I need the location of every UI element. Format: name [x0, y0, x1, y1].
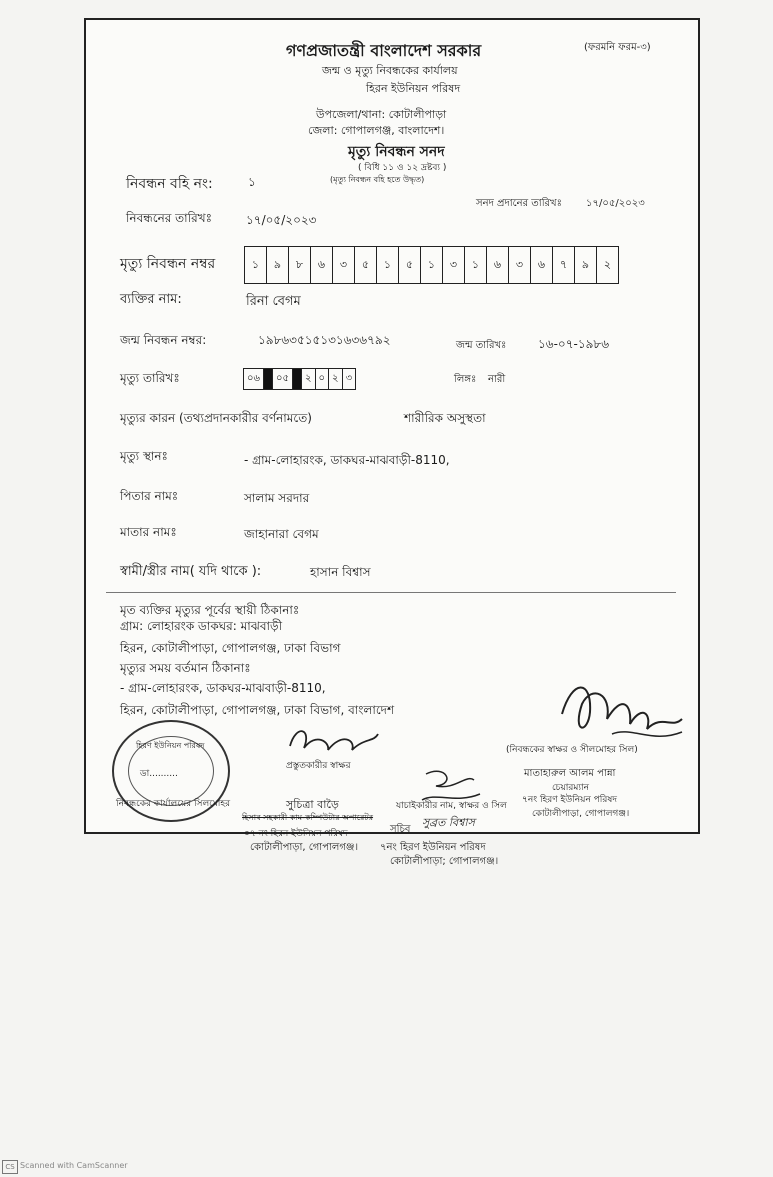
death-reg-number [244, 246, 619, 284]
verifier-signature-name: সুব্রত বিশ্বাস [422, 816, 475, 829]
verifier-org: ৭নং হিরণ ইউনিয়ন পরিষদ [380, 842, 486, 853]
permanent-address-label: মৃত ব্যক্তির মৃত্যুর পূর্বের স্থায়ী ঠিকানাঃ [120, 603, 300, 617]
verifier-title: সচিব [390, 824, 411, 835]
gender-label: লিঙ্গঃ [454, 374, 477, 385]
father-label: পিতার নামঃ [120, 489, 179, 503]
place-value: - গ্রাম-লোহারংক, ডাকঘর-মাঝবাড়ী-8110, [244, 453, 450, 467]
upazila: উপজেলা/থানা: কোটালীপাড়া [316, 108, 447, 121]
reg-digit: ৮ [289, 247, 311, 283]
office-seal-caption: নিবন্ধকের কার্যালয়ের সিলমোহর [116, 799, 231, 809]
reg-digit: ৩ [509, 247, 531, 283]
chairman-org: ৭নং হিরণ ইউনিয়ন পরিষদ [522, 795, 618, 805]
reg-digit: ৩ [333, 247, 355, 283]
place-label: মৃত্যু স্থানঃ [120, 449, 168, 463]
death-day: ০৬ [244, 369, 264, 389]
birth-date-label: জন্ম তারিখঃ [456, 340, 507, 351]
verifier-place: কোটালীপাড়া; গোপালগঞ্জ। [390, 856, 499, 867]
reg-digit: ১ [421, 247, 443, 283]
registrar-signature [552, 674, 692, 752]
officer-org: ০৭ নং হিরন ইউনিয়ন পরিষদ [244, 829, 348, 839]
officer-place: কোটালীপাড়া, গোপালগঞ্জ। [250, 842, 359, 853]
form-number: (ফরমনি ফরম-৩) [584, 42, 651, 53]
death-year-digit: ২ [302, 369, 316, 389]
chairman-place: কোটালীপাড়া, গোপালগঞ্জ। [532, 809, 630, 819]
mother-label: মাতার নামঃ [120, 525, 177, 539]
reg-digit: ৫ [399, 247, 421, 283]
permanent-address-line1: গ্রাম: লোহারংক ডাকঘর: মাঝবাড়ী [120, 619, 283, 633]
date-separator [264, 369, 273, 389]
preparer-signature [282, 720, 382, 760]
reg-digit: ১ [245, 247, 267, 283]
reg-digit: ৬ [487, 247, 509, 283]
reg-digit: ৬ [311, 247, 333, 283]
father-value: সালাম সরদার [244, 491, 310, 505]
issue-date-value: ১৭/০৫/২০২৩ [586, 198, 645, 209]
verifier-caption: যাচাইকারীর নাম, স্বাক্ষর ও সিল [396, 801, 507, 811]
reg-digit: ৫ [355, 247, 377, 283]
date-separator [293, 369, 302, 389]
reg-digit: ৯ [267, 247, 289, 283]
reg-digit: ১ [377, 247, 399, 283]
current-address-label: মৃত্যুর সময় বর্তমান ঠিকানাঃ [120, 661, 251, 675]
scanner-footer: Scanned with CamScanner [20, 1161, 128, 1170]
death-date-box [243, 368, 356, 390]
seal-sign-line: ডা.......... [140, 769, 178, 779]
camscanner-logo: CS [2, 1160, 18, 1174]
book-label: নিবন্ধন বহি নং: [126, 176, 213, 192]
spouse-label: স্বামী/স্ত্রীর নাম( যদি থাকে ): [120, 564, 262, 579]
reg-date-value: ১৭/০৫/২০২৩ [246, 213, 317, 227]
death-date-label: মৃত্যু তারিখঃ [120, 371, 180, 385]
preparer-caption: প্রস্তুতকারীর স্বাক্ষর [286, 761, 351, 771]
district: জেলা: গোপালগঞ্জ, বাংলাদেশ। [308, 124, 445, 137]
officer-title: হিসাব সহকারী কাম-কম্পিউটার অপারেটর [242, 813, 374, 822]
certificate [84, 18, 700, 839]
reg-digit: ৩ [443, 247, 465, 283]
officer-name: সুচিত্রা বাড়ৈ [286, 798, 339, 811]
reg-digit: ৭ [553, 247, 575, 283]
person-name-label: ব্যক্তির নাম: [120, 292, 182, 307]
reg-digit: ১ [465, 247, 487, 283]
birth-date-value: ১৬-০৭-১৯৮৬ [538, 337, 610, 351]
seal-text: হিরণ ইউনিয়ন পরিষদ [136, 741, 205, 750]
cause-value: শারীরিক অসুস্থতা [404, 411, 486, 425]
death-year-digit: ২ [329, 369, 343, 389]
chairman-name: মাতাহারুল আলম পান্না [524, 768, 616, 779]
registrar-caption: (নিবন্ধকের স্বাক্ষর ও সীলমোহর সিল) [506, 745, 638, 755]
union-name: হিরন ইউনিয়ন পরিষদ [366, 82, 461, 95]
birth-reg-label: জন্ম নিবন্ধন নম্বর: [120, 333, 207, 347]
extract-note: (মৃত্যু নিবন্ধন বহি হতে উদ্ধৃত) [330, 175, 425, 184]
death-year-digit: ৩ [345, 372, 353, 384]
person-name-value: রিনা বেগম [246, 294, 301, 309]
reg-date-label: নিবন্ধনের তারিখঃ [126, 211, 212, 225]
cause-label: মৃত্যুর কারন (তথ্যপ্রদানকারীর বর্ণনামতে) [120, 411, 312, 425]
book-value: ১ [248, 175, 256, 189]
gender-value: নারী [488, 374, 506, 385]
rule-reference: ( বিধি ১১ ও ১২ দ্রষ্টব্য ) [358, 163, 447, 173]
reg-digit: ৯ [575, 247, 597, 283]
reg-digit: ৬ [531, 247, 553, 283]
current-address-line2: হিরন, কোটালীপাড়া, গোপালগঞ্জ, ঢাকা বিভাগ, বাংলাদেশ [120, 703, 395, 717]
issue-date-label: সনদ প্রদানের তারিখঃ [476, 198, 562, 209]
reg-digit: ২ [603, 257, 612, 271]
death-reg-label: মৃত্যু নিবন্ধন নম্বর [120, 256, 216, 272]
divider [106, 592, 676, 593]
spouse-value: হাসান বিশ্বাস [310, 565, 371, 579]
current-address-line1: - গ্রাম-লোহারংক, ডাকঘর-মাঝবাড়ী-8110, [120, 681, 326, 695]
death-month: ০৫ [273, 369, 293, 389]
office-name: জন্ম ও মৃত্যু নিবন্ধকের কার্যালয় [322, 64, 458, 77]
permanent-address-line2: হিরন, কোটালীপাড়া, গোপালগঞ্জ, ঢাকা বিভাগ [120, 641, 341, 655]
government-title: গণপ্রজাতন্ত্রী বাংলাদেশ সরকার [286, 41, 482, 60]
mother-value: জাহানারা বেগম [244, 527, 319, 541]
certificate-title: মৃত্যু নিবন্ধন সনদ [348, 144, 445, 160]
birth-reg-value: ১৯৮৬৩৫১৫১৩১৬৩৬৭৯২ [258, 333, 391, 347]
death-year-digit: ০ [316, 369, 330, 389]
chairman-title: চেয়ারম্যান [552, 783, 589, 793]
